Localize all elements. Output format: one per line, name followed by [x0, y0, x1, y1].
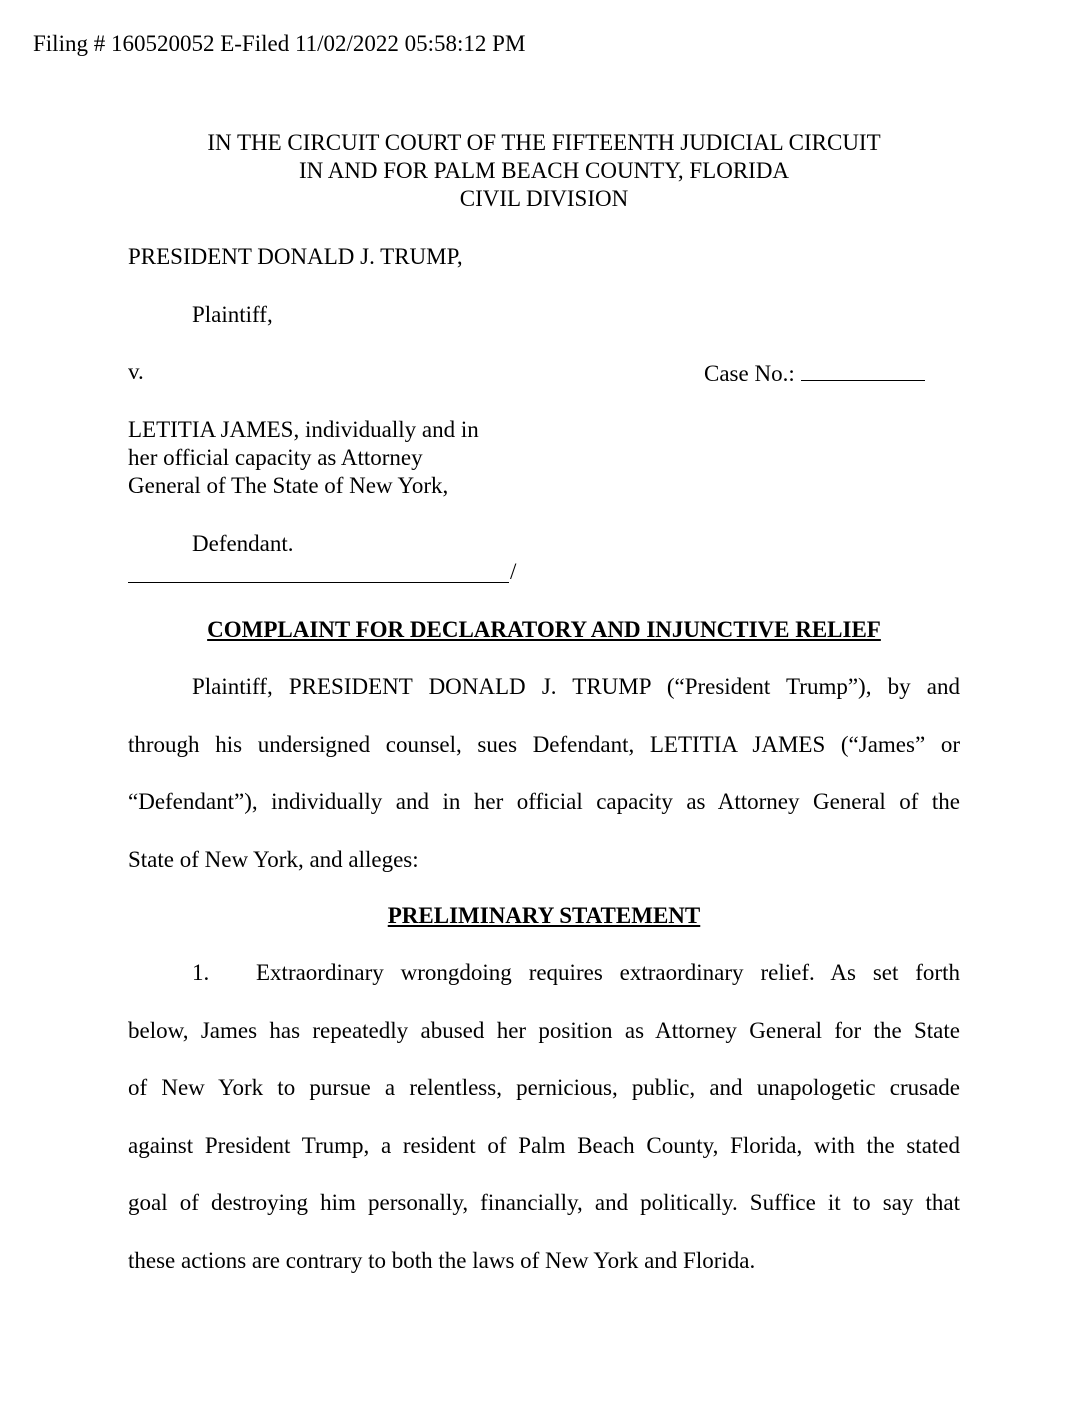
paragraph-line: [128, 1247, 960, 1305]
intro-line-text: State of New York, and alleges:: [128, 846, 419, 872]
intro-line-text: Plaintiff, PRESIDENT DONALD J. TRUMP (“President Trump”), by and: [192, 674, 960, 699]
defendant-label: Defendant.: [192, 531, 294, 556]
intro-line: [128, 673, 960, 731]
defendant-name-line-3: General of The State of New York,: [128, 473, 449, 498]
plaintiff-label: Plaintiff,: [192, 302, 273, 327]
paragraph-number: 1.: [192, 960, 210, 985]
intro-line: [128, 846, 960, 904]
intro-line-text: “Defendant”), individually and in her official capacity as Attorney General of the: [128, 789, 960, 814]
court-name-line-2: IN AND FOR PALM BEACH COUNTY, FLORIDA: [298, 158, 790, 183]
caption-slash: /: [510, 559, 517, 584]
paragraph-line-text: of New York to pursue a relentless, pernicious, public, and unapologetic crusade: [128, 1075, 960, 1100]
paragraph-line: [128, 1189, 960, 1247]
case-number-label: Case No.:: [704, 361, 795, 386]
defendant-name-line-2: her official capacity as Attorney: [128, 445, 423, 470]
paragraph-line: [128, 959, 960, 1017]
paragraph-line-text: these actions are contrary to both the laws of New York and Florida.: [128, 1247, 756, 1273]
preliminary-statement-heading: PRELIMINARY STATEMENT: [387, 903, 701, 928]
plaintiff-name: PRESIDENT DONALD J. TRUMP,: [128, 244, 463, 269]
paragraph-line-text: goal of destroying him personally, financially, and politically. Suffice it to say that: [128, 1190, 960, 1215]
intro-paragraph: [128, 673, 960, 903]
filing-stamp: Filing # 160520052 E-Filed 11/02/2022 05:58:12 PM: [33, 31, 526, 56]
paragraph-line-text: Extraordinary wrongdoing requires extraordinary relief. As set forth: [256, 960, 960, 985]
complaint-title: COMPLAINT FOR DECLARATORY AND INJUNCTIVE RELIEF: [207, 617, 881, 642]
defendant-name-line-1: LETITIA JAMES, individually and in: [128, 417, 479, 442]
court-division: CIVIL DIVISION: [459, 186, 629, 211]
case-number-blank: [801, 358, 925, 381]
intro-line: [128, 788, 960, 846]
intro-line-text: through his undersigned counsel, sues Defendant, LETITIA JAMES (“James” or: [128, 731, 960, 757]
intro-line: [128, 731, 960, 789]
caption-divider-line: [128, 582, 509, 583]
paragraph-line: [128, 1132, 960, 1190]
paragraph-line-text: below, James has repeatedly abused her position as Attorney General for the State: [128, 1017, 960, 1043]
versus: v.: [128, 359, 144, 384]
paragraph-line: [128, 1017, 960, 1075]
paragraph-line: [128, 1074, 960, 1132]
case-number: [704, 358, 925, 388]
paragraph-line-text: against President Trump, a resident of Palm Beach County, Florida, with the stated: [128, 1132, 960, 1158]
paragraph-1: [128, 959, 960, 1304]
court-name-line-1: IN THE CIRCUIT COURT OF THE FIFTEENTH JUDICIAL CIRCUIT: [207, 130, 881, 155]
